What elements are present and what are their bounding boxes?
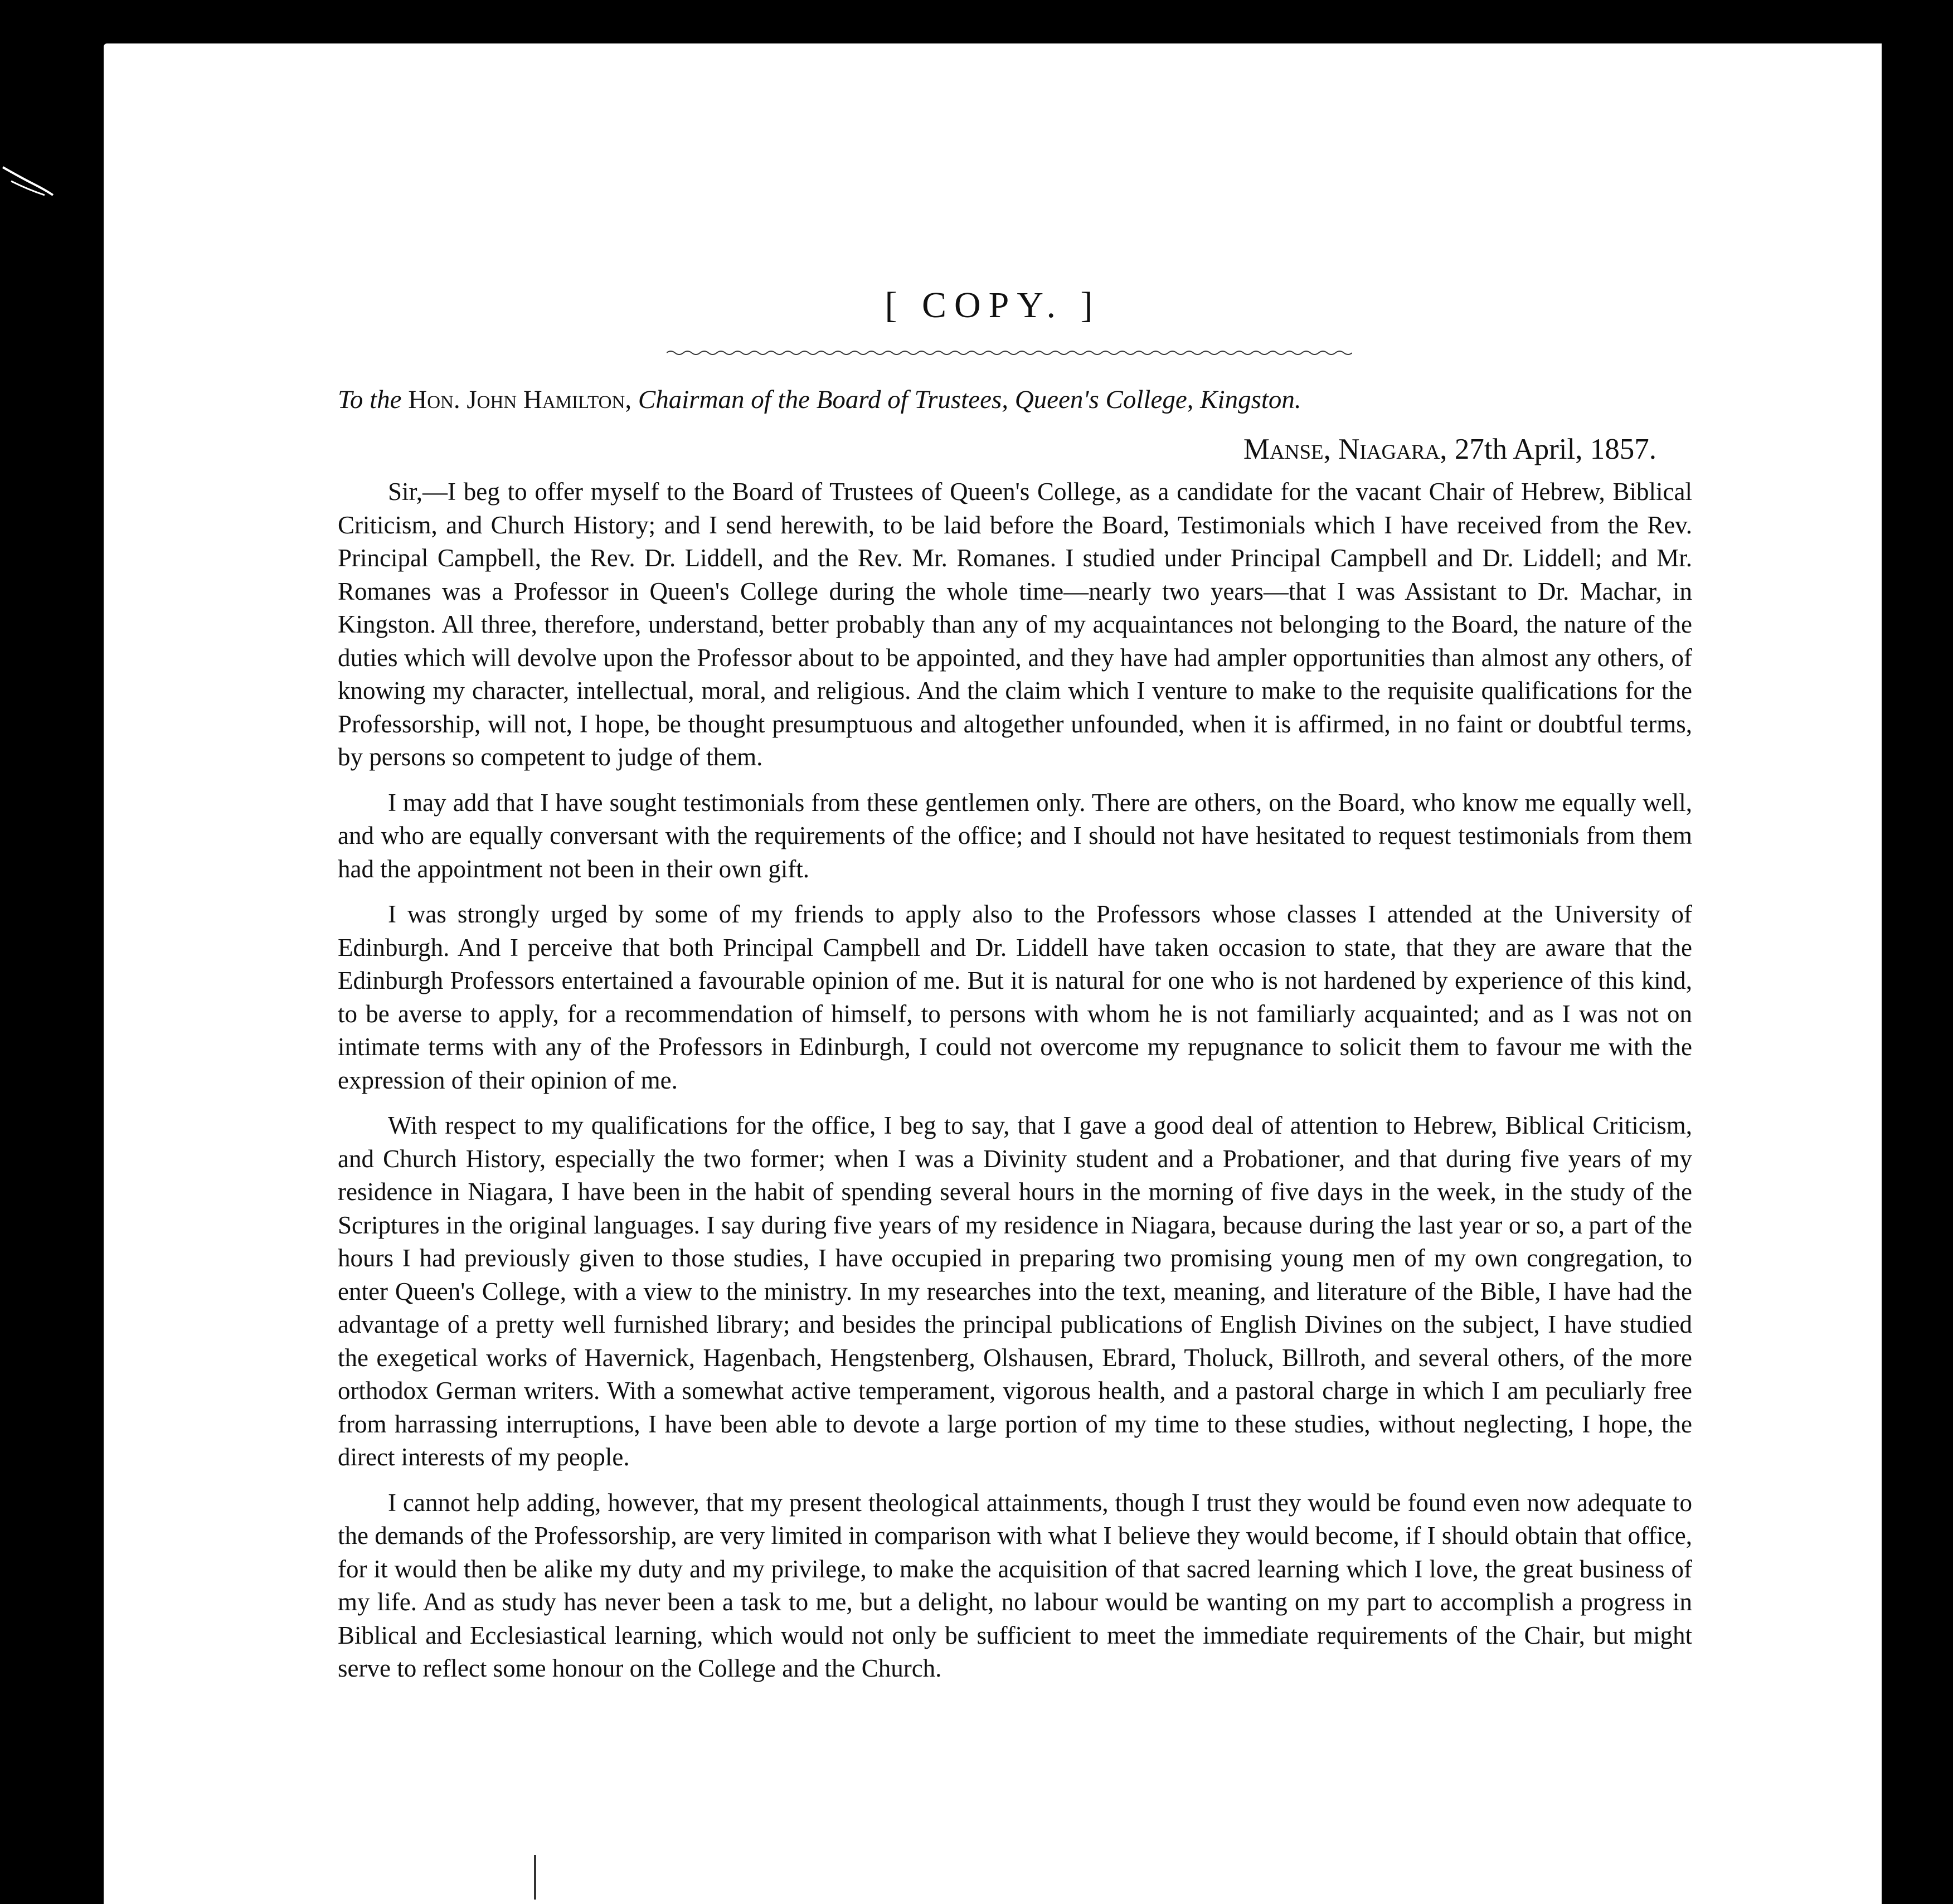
scan-artifact-mark xyxy=(534,1855,536,1900)
paragraph-2: I may add that I have sought testimonials from these gentlemen only. There are others, on the Board, who know me equally well, and who are equally conversant with the requirements of the office; and I should not have hesitated to request testimonials from them had the appointment not been in their own gift. xyxy=(338,788,1692,883)
dateline xyxy=(1243,433,1656,466)
document-title: [ COPY. ] xyxy=(885,285,1101,326)
dateline-place: Manse, Niagara, xyxy=(1243,433,1447,465)
addressee-line xyxy=(338,385,1301,415)
address-honorific: Hon. John Hamilton, xyxy=(408,385,632,414)
paragraph-4: With respect to my qualifications for the office, I beg to say, that I gave a good deal of attention to Hebrew, Biblical Criticism, and Church History, especially the two former; when I was a Divinity student and a Probationer, and that during five years of my residence in Niagara, I have been in the habit of spending several hours in the morning of five days in the week, in the study of the Scriptures in the original languages. I say during five years of my residence in Niagara, because during the last year or so, a part of the hours I had previously given to those studies, I have occupied in preparing two promising young men of my own congregation, to enter Queen's College, with a view to the ministry. In my researches into the text, meaning, and literature of the Bible, I have had the advantage of a pretty well furnished library; and besides the principal publications of English Divines on the subject, I have studied the exegetical works of Havernick, Hagenbach, Hengstenberg, Olshausen, Ebrard, Tholuck, Billroth, and several others, of the more orthodox German writers. With a somewhat active temperament, vigorous health, and a pastoral charge in which I am peculiarly free from harrassing interruptions, I have been able to devote a large portion of my time to these studies, without neglecting, I hope, the direct interests of my people. xyxy=(338,1111,1692,1471)
address-rest: Chairman of the Board of Trustees, Queen's College, Kingston. xyxy=(638,385,1301,414)
decorative-rule xyxy=(667,349,1352,356)
letter-body xyxy=(338,475,1692,1698)
address-prefix: To the xyxy=(338,385,402,414)
paragraph-1: Sir,—I beg to offer myself to the Board of Trustees of Queen's College, as a candidate for the vacant Chair of Hebrew, Biblical Criticism, and Church History; and I send herewith, to be laid before the Board, Testimonials which I have received from the Rev. Principal Campbell, the Rev. Dr. Liddell, and the Rev. Mr. Romanes. I studied under Principal Campbell and Dr. Liddell; and Mr. Romanes was a Professor in Queen's College during the whole time—nearly two years—that I was Assistant to Dr. Machar, in Kingston. All three, therefore, understand, better probably than any of my acquaintances not belonging to the Board, the nature of the duties which will devolve upon the Professor about to be appointed, and they have had ampler opportunities than almost any others, of knowing my character, intellectual, moral, and religious. And the claim which I venture to make to the requisite qualifications for the Professorship, will not, I hope, be thought presumptuous and altogether unfounded, when it is affirmed, in no faint or doubtful terms, by persons so competent to judge of them. xyxy=(338,478,1692,771)
dateline-date: 27th April, 1857. xyxy=(1454,433,1656,465)
document-page xyxy=(104,43,1882,1904)
paragraph-5: I cannot help adding, however, that my present theological attainments, though I trust they would be found even now adequate to the demands of the Professorship, are very limited in comparison with what I believe they would become, if I should obtain that office, for it would then be alike my duty and my privilege, to make the acquisition of that sacred learning which I love, the great business of my life. And as study has never been a task to me, but a delight, no labour would be wanting on my part to accomplish a progress in Biblical and Ecclesiastical learning, which would not only be sufficient to meet the immediate requirements of the Chair, but might serve to reflect some honour on the College and the Church. xyxy=(338,1488,1692,1682)
scan-artifact-scribble xyxy=(0,156,67,212)
paragraph-3: I was strongly urged by some of my friends to apply also to the Professors whose classes I attended at the University of Edinburgh. And I perceive that both Principal Campbell and Dr. Liddell have taken occasion to state, that they are aware that the Edinburgh Professors entertained a favourable opinion of me. But it is natural for one who is not hardened by experience of this kind, to be averse to apply, for a recommendation of himself, to persons with whom he is not familiarly acquainted; and as I was not on intimate terms with any of the Professors in Edinburgh, I could not overcome my repugnance to solicit them to favour me with the expression of their opinion of me. xyxy=(338,900,1692,1094)
